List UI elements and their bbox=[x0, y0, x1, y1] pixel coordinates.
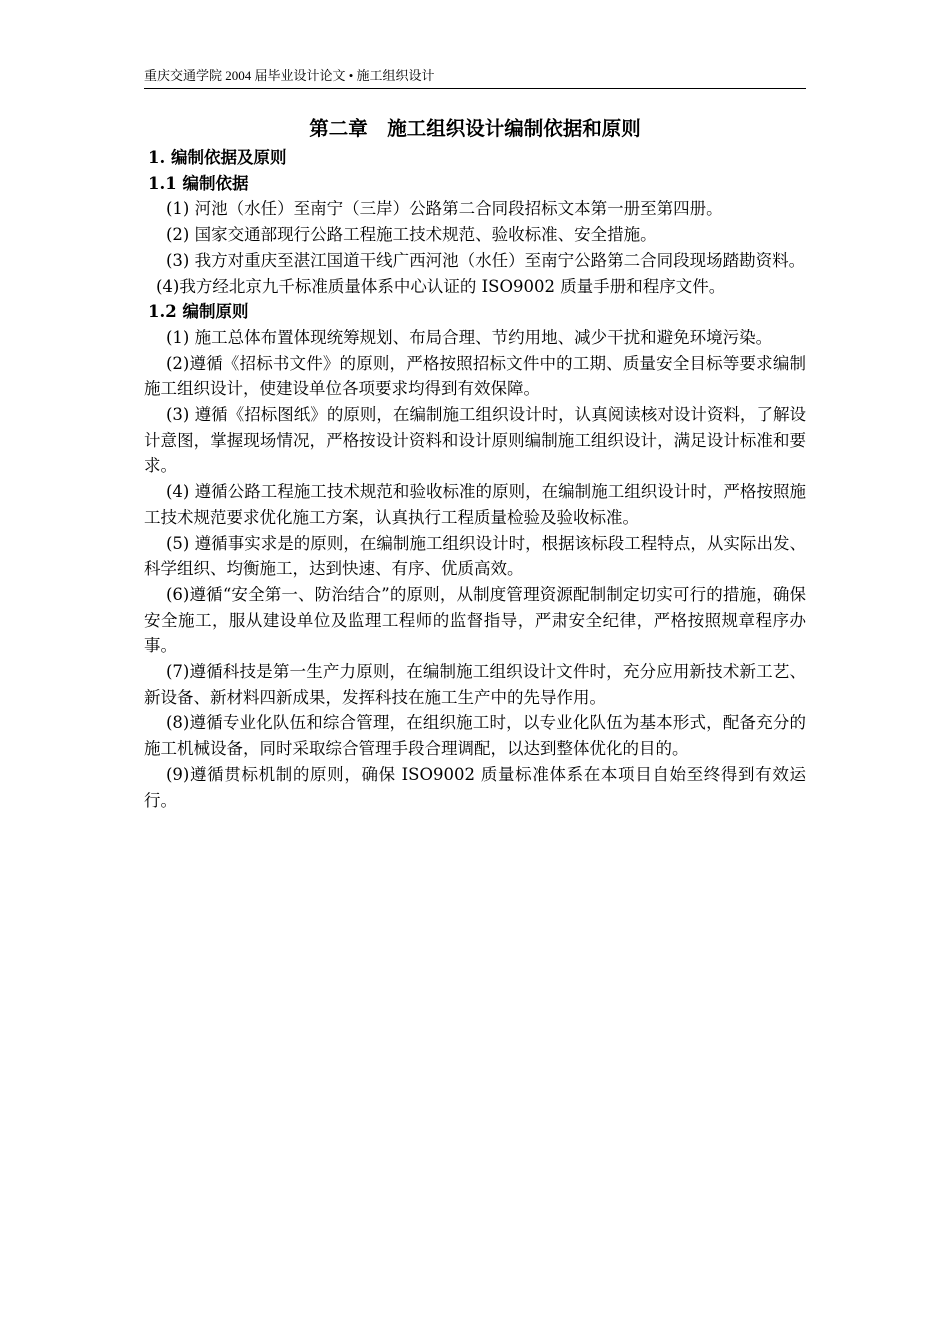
principle-item-5: (5) 遵循事实求是的原则，在编制施工组织设计时，根据该标段工程特点，从实际出发、科学组织、均衡施工，达到快速、有序、优质高效。 bbox=[144, 533, 806, 579]
section-heading-1-2: 1.2 编制原则 bbox=[148, 302, 249, 322]
principle-item-6: (6)遵循“安全第一、防治结合”的原则，从制度管理资源配制制定切实可行的措施，确保安全施工，服从建设单位及监理工程师的监督指导，严肃安全纪律，严格按照规章程序办事。 bbox=[144, 584, 806, 656]
basis-item-4: (4)我方经北京九千标准质量体系中心认证的 ISO9002 质量手册和程序文件。 bbox=[156, 276, 726, 296]
basis-item-3: (3) 我方对重庆至湛江国道干线广西河池（水任）至南宁公路第二合同段现场踏勘资料。 bbox=[166, 250, 806, 270]
page-header bbox=[144, 66, 806, 89]
principle-item-1: (1) 施工总体布置体现统筹规划、布局合理、节约用地、减少干扰和避免环境污染。 bbox=[166, 327, 773, 347]
section-heading-1-1: 1.1 编制依据 bbox=[148, 173, 249, 193]
document-body bbox=[144, 145, 806, 813]
principle-item-8: (8)遵循专业化队伍和综合管理，在组织施工时，以专业化队伍为基本形式，配备充分的施工机械设备，同时采取综合管理手段合理调配，以达到整体优化的目的。 bbox=[144, 713, 806, 759]
basis-item-2: (2) 国家交通部现行公路工程施工技术规范、验收标准、安全措施。 bbox=[166, 225, 657, 245]
chapter-title: 第二章 施工组织设计编制依据和原则 bbox=[309, 117, 641, 140]
principle-item-3: (3) 遵循《招标图纸》的原则，在编制施工组织设计时，认真阅读核对设计资料，了解设计意图，掌握现场情况，严格按设计资料和设计原则编制施工组织设计，满足设计标准和要求。 bbox=[144, 405, 806, 476]
principle-item-2: (2)遵循《招标书文件》的原则，严格按照招标文件中的工期、质量安全目标等要求编制施工组织设计，使建设单位各项要求均得到有效保障。 bbox=[144, 353, 806, 399]
header-text: 重庆交通学院 2004 届毕业设计论文 • 施工组织设计 bbox=[144, 68, 435, 83]
principle-item-4: (4) 遵循公路工程施工技术规范和验收标准的原则，在编制施工组织设计时，严格按照施工技术规范要求优化施工方案，认真执行工程质量检验及验收标准。 bbox=[144, 482, 806, 527]
principle-item-9: (9)遵循贯标机制的原则，确保 ISO9002 质量标准体系在本项目自始至终得到有效运行。 bbox=[144, 764, 806, 810]
section-heading-1: 1. 编制依据及原则 bbox=[148, 148, 287, 167]
principle-item-7: (7)遵循科技是第一生产力原则，在编制施工组织设计文件时，充分应用新技术新工艺、新设备、新材料四新成果，发挥科技在施工生产中的先导作用。 bbox=[144, 662, 806, 707]
basis-item-1: (1) 河池（水任）至南宁（三岸）公路第二合同段招标文本第一册至第四册。 bbox=[166, 199, 723, 219]
